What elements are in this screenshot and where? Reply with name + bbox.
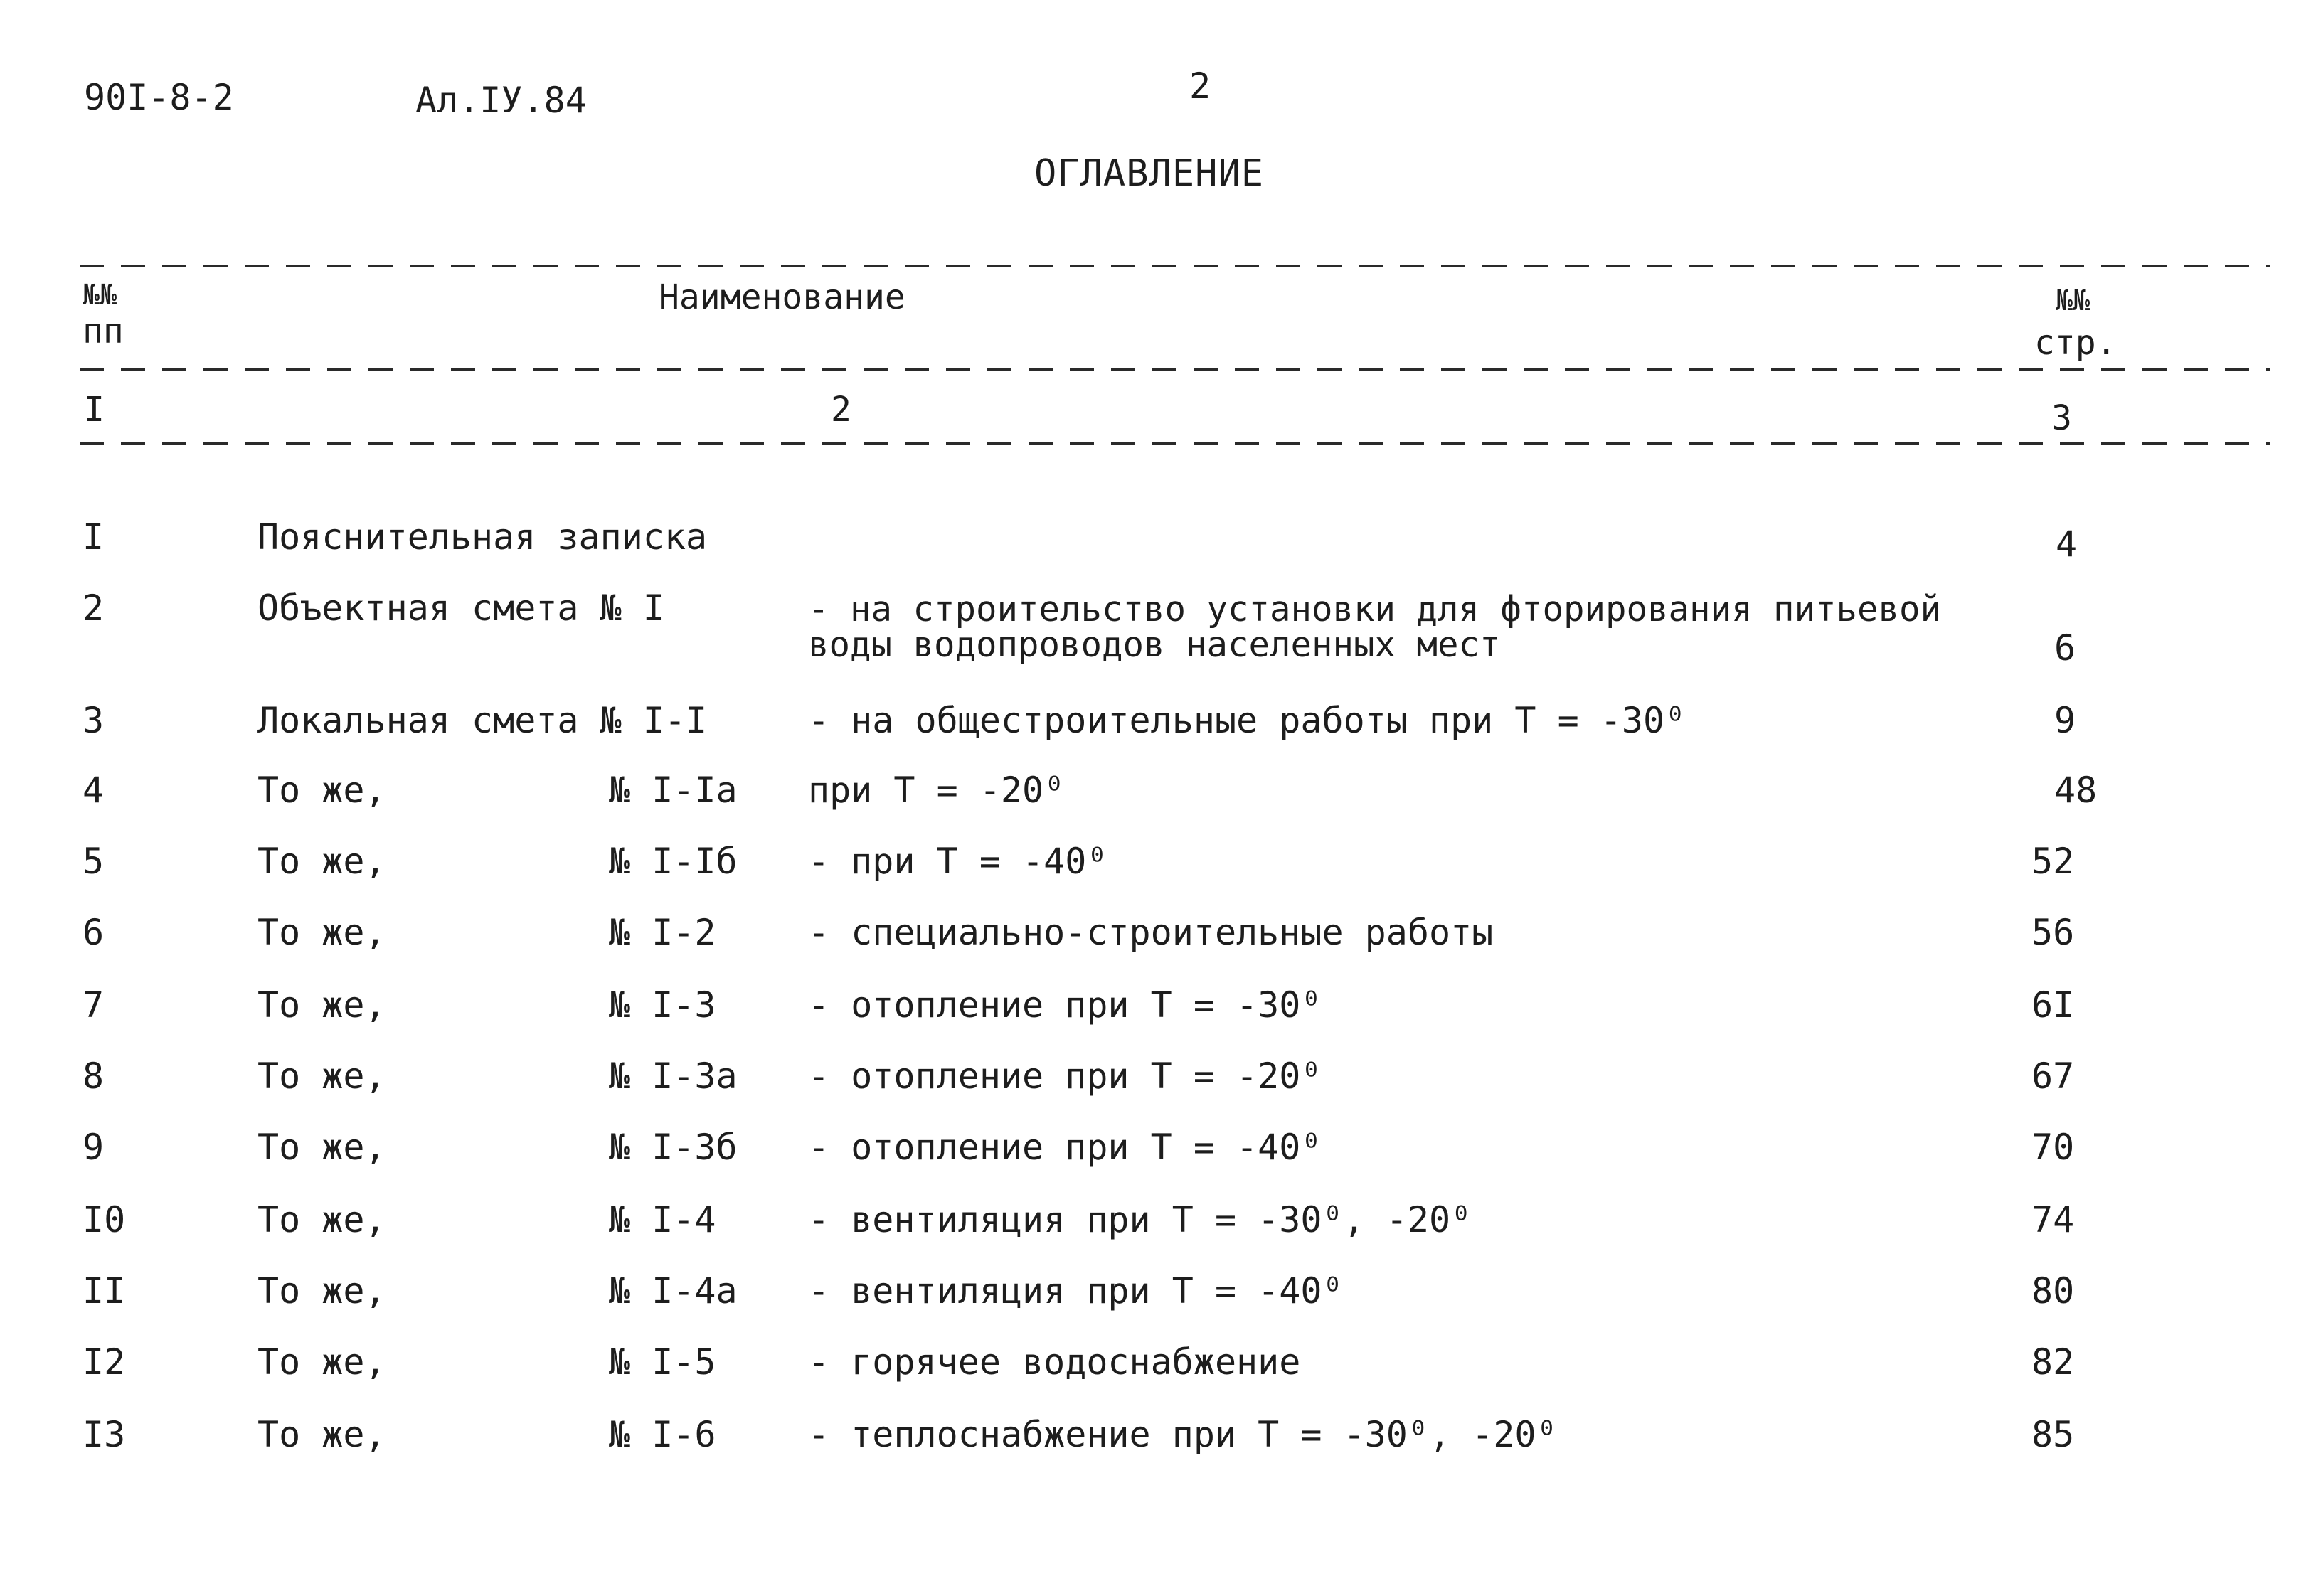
row-name: То же, bbox=[257, 1199, 386, 1240]
col-number-index: I bbox=[84, 390, 105, 430]
col-name-label: Наименование bbox=[659, 277, 905, 317]
row-page: 85 bbox=[2031, 1414, 2075, 1455]
col-number-label-sub: пп bbox=[83, 312, 124, 351]
row-doc-number: № I-3 bbox=[609, 984, 716, 1026]
row-name: Пояснительная записка bbox=[257, 516, 708, 558]
row-doc-number: № I-3б bbox=[609, 1127, 738, 1168]
row-name: То же, bbox=[257, 912, 386, 953]
header-middle-dashed-line bbox=[80, 368, 2270, 371]
row-name: То же, bbox=[257, 1127, 386, 1168]
row-doc-number: № I-2 bbox=[609, 912, 716, 953]
row-name: Объектная смета № I bbox=[257, 587, 664, 629]
row-description: - теплоснабжение при Т = -30⁰, -20⁰ bbox=[808, 1414, 1558, 1455]
row-page: 74 bbox=[2031, 1199, 2075, 1240]
col-name-index: 2 bbox=[831, 390, 851, 430]
row-doc-number: № I-4 bbox=[609, 1199, 716, 1240]
row-number: 9 bbox=[83, 1127, 105, 1168]
row-name: То же, bbox=[257, 770, 386, 811]
row-page: 82 bbox=[2031, 1341, 2075, 1383]
row-number: II bbox=[83, 1270, 126, 1312]
row-name: То же, bbox=[257, 1055, 386, 1097]
row-description: - специально-строительные работы bbox=[808, 912, 1494, 953]
col-page-index: 3 bbox=[2051, 398, 2072, 438]
row-description: - при Т = -40⁰ bbox=[808, 841, 1108, 882]
row-page: 56 bbox=[2031, 912, 2075, 953]
document-code: 90I-8-2 bbox=[84, 77, 234, 118]
row-doc-number: № I-4а bbox=[609, 1270, 738, 1312]
album-code: Ал.IУ.84 bbox=[415, 80, 587, 121]
row-doc-number: № I-3а bbox=[609, 1055, 738, 1097]
row-number: 5 bbox=[83, 841, 105, 882]
row-page: 80 bbox=[2031, 1270, 2075, 1312]
row-name: Локальная смета № I-I bbox=[257, 700, 708, 741]
row-page: 52 bbox=[2031, 841, 2075, 882]
row-description: - отопление при Т = -30⁰ bbox=[808, 984, 1322, 1026]
row-name: То же, bbox=[257, 841, 386, 882]
row-name: То же, bbox=[257, 1414, 386, 1455]
row-doc-number: № I-Iб bbox=[609, 841, 738, 882]
header-bottom-dashed-line bbox=[80, 442, 2270, 445]
row-number: 6 bbox=[83, 912, 105, 953]
row-number: 4 bbox=[83, 770, 105, 811]
col-page-label: №№ bbox=[2056, 284, 2090, 317]
row-page: 6I bbox=[2031, 984, 2075, 1026]
row-description: - горячее водоснабжение bbox=[808, 1341, 1301, 1383]
row-number: I3 bbox=[83, 1414, 126, 1455]
row-name: То же, bbox=[257, 1270, 386, 1312]
row-page: 4 bbox=[2056, 523, 2078, 565]
col-page-label-sub: стр. bbox=[2034, 323, 2117, 363]
row-number: I0 bbox=[83, 1199, 126, 1240]
row-description: - вентиляция при Т = -30⁰, -20⁰ bbox=[808, 1199, 1472, 1240]
row-doc-number: № I-6 bbox=[609, 1414, 716, 1455]
row-page: 6 bbox=[2054, 627, 2076, 669]
row-description: - вентиляция при Т = -40⁰ bbox=[808, 1270, 1344, 1312]
page-title: ОГЛАВЛЕНИЕ bbox=[1034, 152, 1265, 195]
row-number: 2 bbox=[83, 587, 105, 629]
row-page: 67 bbox=[2031, 1055, 2075, 1097]
row-name: То же, bbox=[257, 1341, 386, 1383]
row-doc-number: № I-5 bbox=[609, 1341, 716, 1383]
row-description: - отопление при Т = -20⁰ bbox=[808, 1055, 1322, 1097]
header-top-dashed-line bbox=[80, 265, 2270, 267]
row-description: - на общестроительные работы при Т = -30⁰ bbox=[808, 700, 1686, 741]
row-description: - отопление при Т = -40⁰ bbox=[808, 1127, 1322, 1168]
row-doc-number: № I-Iа bbox=[609, 770, 738, 811]
row-number: I2 bbox=[83, 1341, 126, 1383]
col-number-label: №№ bbox=[83, 279, 117, 312]
row-number: 8 bbox=[83, 1055, 105, 1097]
row-description: - на строительство установки для фторирования питьевой воды водопроводов населенных мест bbox=[808, 589, 1942, 665]
row-page: 9 bbox=[2054, 700, 2076, 741]
row-page: 48 bbox=[2054, 770, 2098, 811]
row-number: 3 bbox=[83, 700, 105, 741]
row-description: при Т = -20⁰ bbox=[808, 770, 1066, 811]
row-number: 7 bbox=[83, 984, 105, 1026]
row-number: I bbox=[83, 516, 105, 558]
row-name: То же, bbox=[257, 984, 386, 1026]
row-page: 70 bbox=[2031, 1127, 2075, 1168]
page-number: 2 bbox=[1189, 65, 1211, 107]
